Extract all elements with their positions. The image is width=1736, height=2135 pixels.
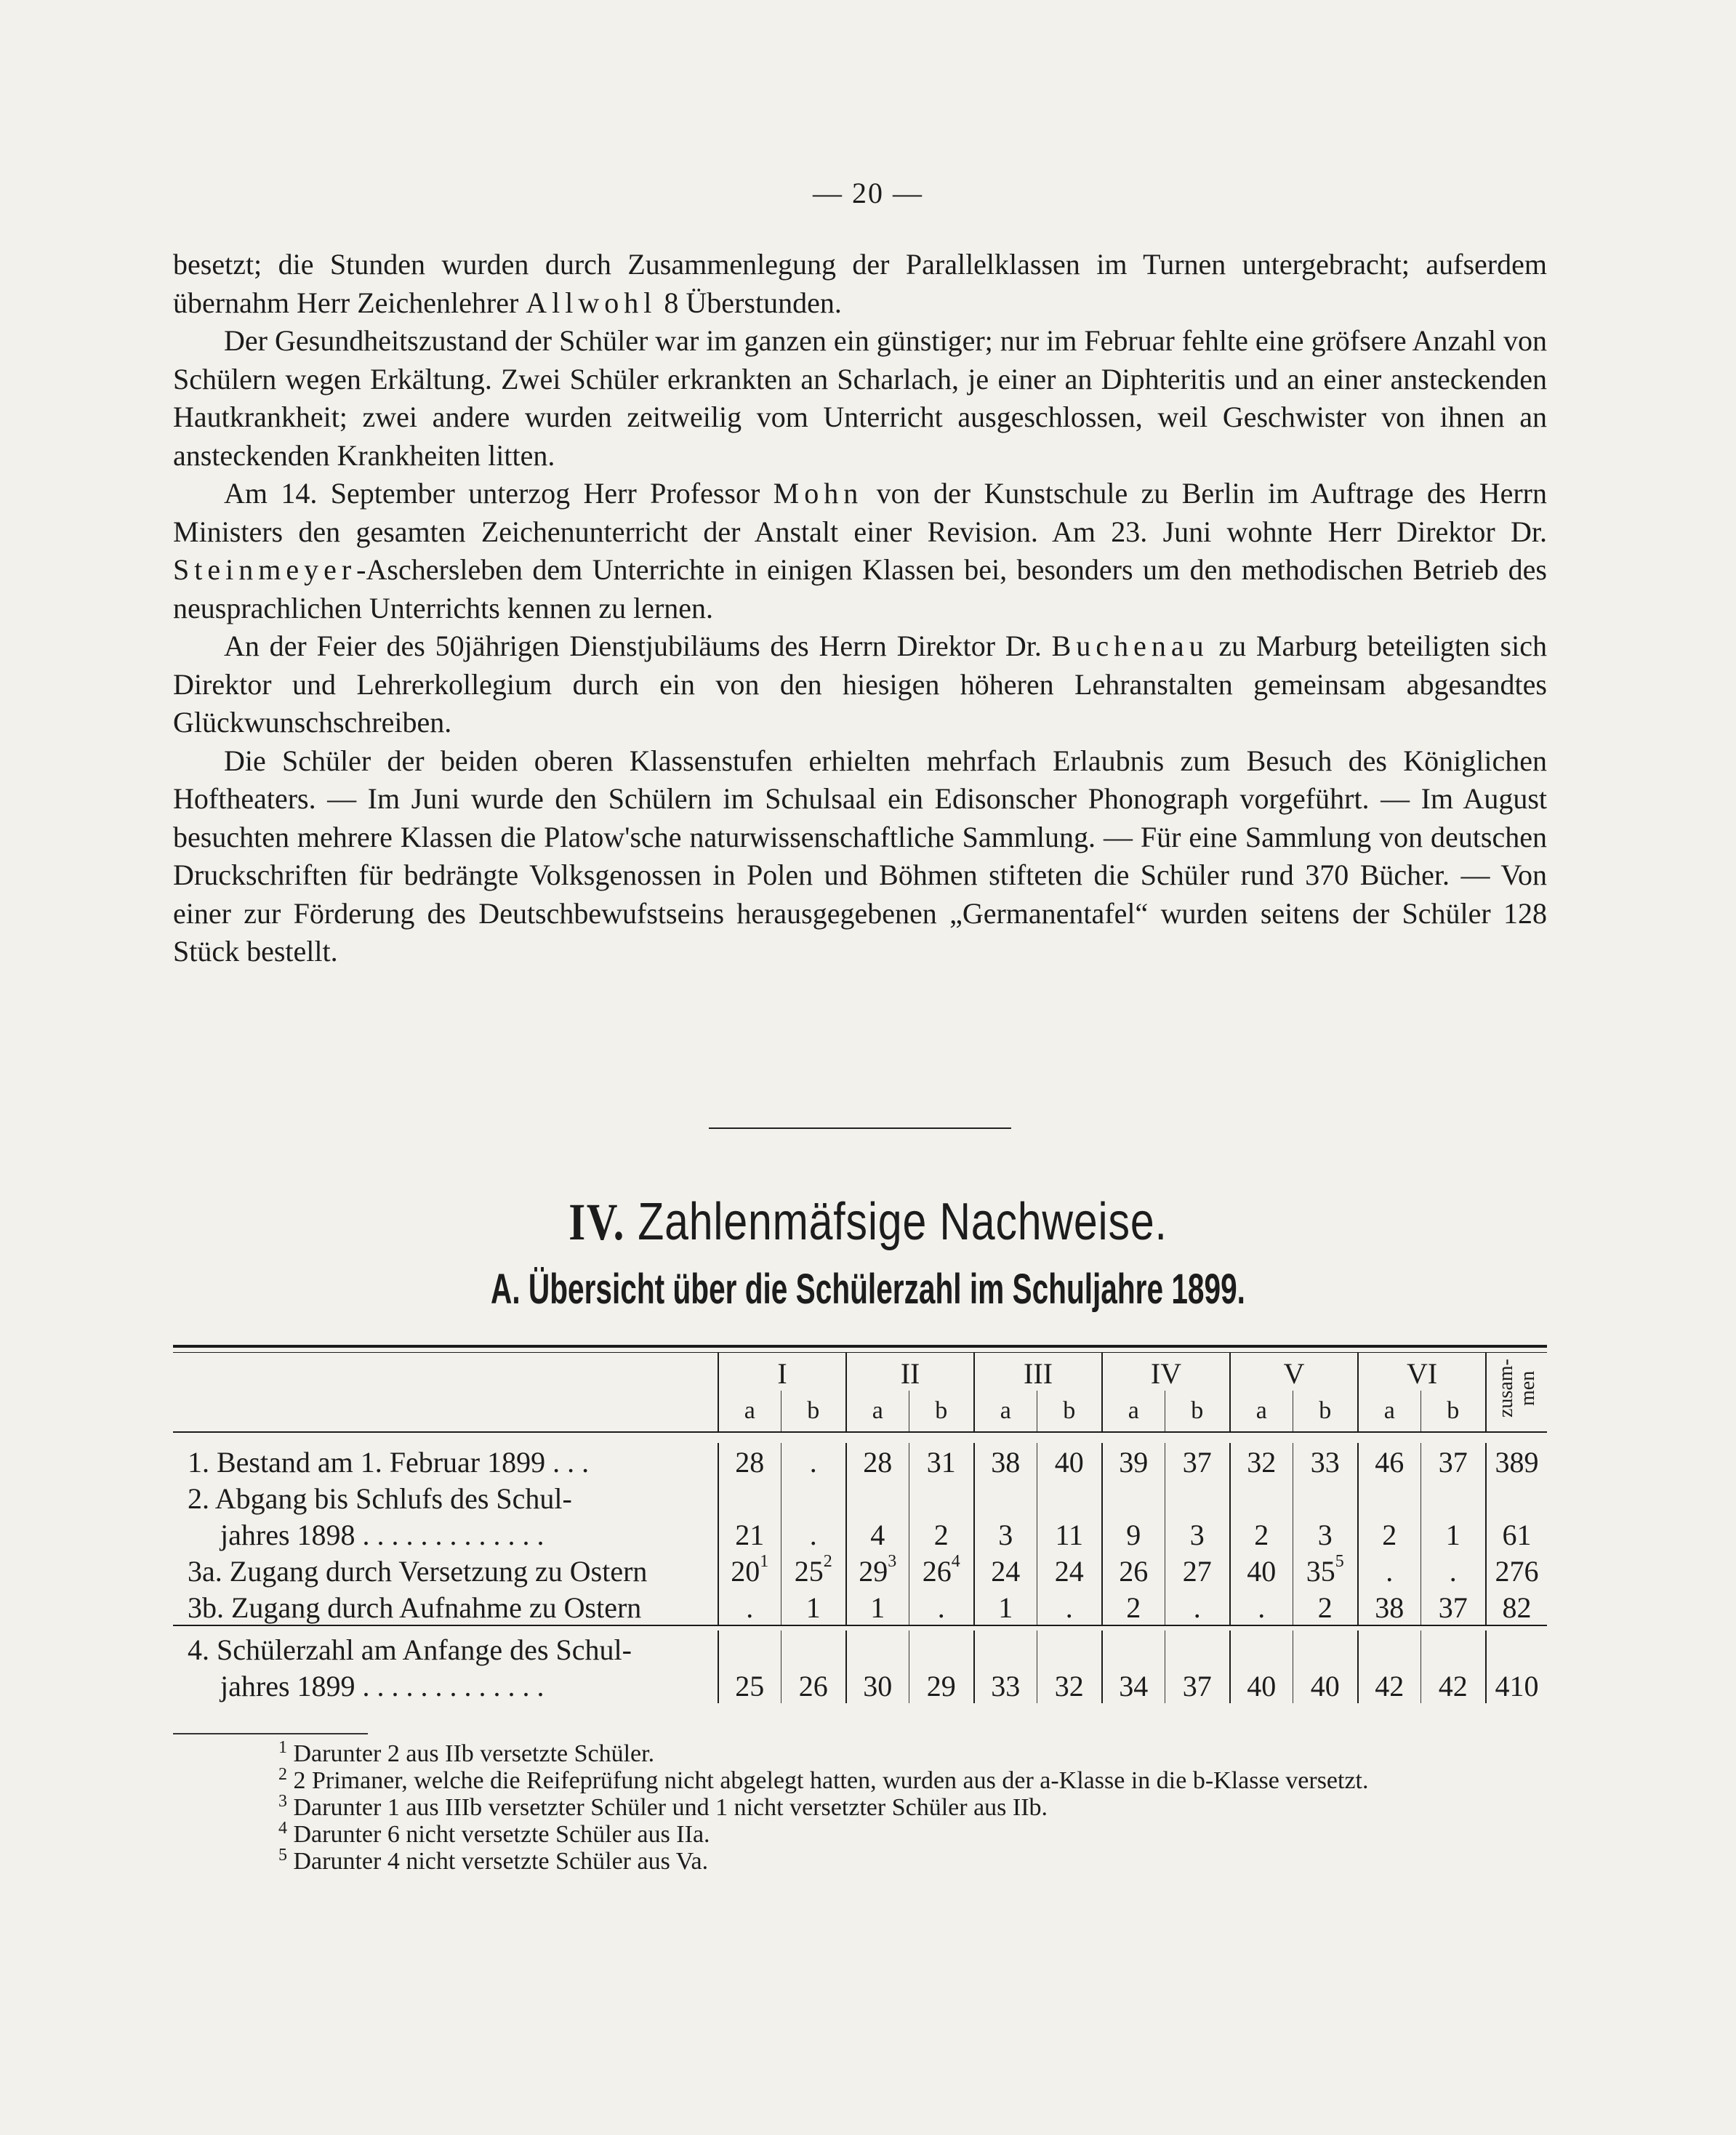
cell-value: 37 [1438,1446,1468,1479]
table-cell [781,1667,846,1703]
table-cell [1486,1667,1547,1703]
table-cell [1165,1588,1230,1625]
cell-spacer [909,1631,974,1667]
table-cell [1486,1552,1547,1588]
table-cell [718,1443,781,1479]
cell-value: . [809,1519,817,1551]
subclass-a: a [1102,1391,1165,1432]
cell-value: 35 [1306,1555,1335,1588]
table-cell [1102,1516,1165,1552]
cell-value: 46 [1375,1446,1405,1479]
cell-value: 61 [1502,1519,1532,1551]
footnote [173,1740,1547,1767]
cell-value: 276 [1495,1555,1539,1588]
table-cell [1358,1516,1420,1552]
cell-spacer [1230,1631,1293,1667]
subclass-b: b [1165,1391,1230,1432]
table-cell [909,1588,974,1625]
row-label: 2. Abgang bis Schlufs des Schul- [188,1482,572,1515]
cell-spacer [781,1631,846,1667]
table-cell [846,1516,909,1552]
class-header: I [718,1353,846,1391]
table-row [173,1588,1547,1625]
cell-value: 1 [1445,1519,1460,1551]
text-span: -Aschersleben dem Unterrichte in einigen Klassen bei, besonders um den methodischen Betrieb des neusprachlichen Unterrichts kennen zu lernen. [173,553,1547,624]
cell-value: 24 [991,1555,1021,1588]
cell-value: 2 [1254,1519,1269,1551]
body-text [173,246,1547,971]
cell-value: 3 [1317,1519,1333,1551]
table-cell [1037,1667,1102,1703]
cell-spacer [1293,1479,1358,1516]
footnotes [173,1740,1547,1875]
name-allwohl: Allwohl [526,286,657,319]
footnote-mark: 2 [278,1765,287,1784]
cell-spacer [1358,1631,1420,1667]
cell-value: . [1449,1555,1457,1588]
header-separator [173,1432,1547,1443]
cell-value: 26 [1119,1555,1149,1588]
cell-value: 37 [1182,1446,1212,1479]
cell-value: 26 [922,1555,952,1588]
cell-value: 2 [1382,1519,1397,1551]
footnote-ref: 5 [1335,1552,1344,1571]
table-cell [1293,1667,1358,1703]
table-cell [1358,1443,1420,1479]
table-row [173,1552,1547,1588]
table-cell [1037,1516,1102,1552]
cell-value: 1 [870,1591,885,1624]
student-count-table [173,1345,1547,1703]
table-cell [974,1516,1037,1552]
table-cell [718,1516,781,1552]
table-cell [1420,1588,1486,1625]
row-label-continued: jahres 1899 . . . . . . . . . . . . . [220,1670,544,1702]
footnote-text: Darunter 6 nicht versetzte Schüler aus IIa. [293,1821,710,1848]
cell-spacer [846,1631,909,1667]
table-cell [1102,1552,1165,1588]
table-cell [1420,1552,1486,1588]
row-label: 4. Schülerzahl am Anfange des Schul- [188,1633,632,1666]
subclass-b: b [909,1391,974,1432]
cell-value: 33 [991,1670,1021,1702]
cell-spacer [909,1479,974,1516]
text-span: von der Kunstschule zu Berlin im Auftrage des Herrn Ministers den gesamten Zeichenunterricht der Anstalt einer Revision. Am 23. Juni wohnte Herr Direktor Dr. [173,477,1547,548]
section-title [156,1192,1580,1253]
footnote-mark: 1 [278,1738,287,1757]
table-cell [974,1588,1037,1625]
subclass-b: b [781,1391,846,1432]
table-cell [718,1552,781,1588]
row-label: 3b. Zugang durch Aufnahme zu Ostern [188,1591,642,1624]
cell-value: . [809,1446,817,1479]
table-cell [1037,1552,1102,1588]
table-cell [718,1588,781,1625]
class-header: V [1230,1353,1358,1391]
cell-spacer [1486,1479,1547,1516]
cell-value: 40 [1247,1555,1277,1588]
cell-spacer [1102,1479,1165,1516]
cell-value: . [1065,1591,1073,1624]
cell-value: 40 [1310,1670,1340,1702]
table-row [173,1516,1547,1552]
header-blank [173,1391,718,1432]
table-cell [1102,1443,1165,1479]
section-number: IV. [568,1193,625,1251]
cell-value: 39 [1119,1446,1149,1479]
class-header: II [846,1353,974,1391]
footnote-ref: 4 [951,1552,960,1571]
cell-value: 38 [991,1446,1021,1479]
subclass-a: a [1230,1391,1293,1432]
table-cell [846,1667,909,1703]
subclass-a: a [1358,1391,1420,1432]
cell-value: 30 [863,1670,893,1702]
cell-spacer [718,1631,781,1667]
cell-spacer [1165,1479,1230,1516]
table-cell [1486,1588,1547,1625]
table-cell [974,1443,1037,1479]
cell-value: 4 [870,1519,885,1551]
table-cell [1165,1667,1230,1703]
subclass-a: a [718,1391,781,1432]
cell-value: 9 [1126,1519,1141,1551]
table-row [173,1667,1547,1703]
cell-value: 37 [1182,1670,1212,1702]
class-header: IV [1102,1353,1230,1391]
footnote-text: Darunter 4 nicht versetzte Schüler aus Va. [293,1848,709,1875]
cell-spacer [1486,1631,1547,1667]
footnote [173,1848,1547,1875]
name-steinmeyer: Steinmeyer [173,553,357,586]
table-cell [1230,1552,1293,1588]
cell-value: . [1386,1555,1394,1588]
total-header-text: zusam-men [1494,1359,1539,1418]
cell-value: 24 [1054,1555,1084,1588]
table-cell [974,1552,1037,1588]
cell-value: 1 [805,1591,821,1624]
table-cell [1358,1552,1420,1588]
table-cell [1358,1667,1420,1703]
cell-value: 40 [1247,1670,1277,1702]
text-span: zu Marburg beteiligten sich Direktor und Lehrerkollegium durch ein von den hiesigen höheren Lehranstalten gemeinsam abgesandtes Glückwunschschreiben. [173,630,1547,739]
row-label: 1. Bestand am 1. Februar 1899 . . . [188,1446,590,1479]
subclass-a: a [846,1391,909,1432]
table-cell [1420,1516,1486,1552]
cell-spacer [1293,1631,1358,1667]
table-cell [1230,1443,1293,1479]
cell-value: 31 [926,1446,956,1479]
table-cell [1102,1667,1165,1703]
name-mohn: Mohn [773,477,864,510]
cell-spacer [1165,1631,1230,1667]
subclass-a: a [974,1391,1037,1432]
paragraph [173,475,1547,627]
paragraph [173,322,1547,475]
cell-value: 3 [998,1519,1013,1551]
cell-spacer [1358,1479,1420,1516]
table-cell [974,1667,1037,1703]
table-cell [1230,1667,1293,1703]
table-row [173,1443,1547,1479]
table-top-rule [173,1345,1547,1348]
total-header [1486,1353,1547,1432]
paragraph [173,246,1547,322]
footnote-ref: 2 [823,1552,832,1571]
subclass-b: b [1420,1391,1486,1432]
cell-value: 32 [1247,1446,1277,1479]
table-cell [781,1443,846,1479]
cell-spacer [718,1479,781,1516]
table-cell [909,1443,974,1479]
cell-spacer [1420,1631,1486,1667]
cell-value: 29 [859,1555,888,1588]
cell-spacer [1420,1479,1486,1516]
cell-value: 42 [1438,1670,1468,1702]
cell-spacer [974,1479,1037,1516]
table-cell [846,1588,909,1625]
cell-value: 389 [1495,1446,1539,1479]
cell-value: . [937,1591,945,1624]
footnote-text: 2 Primaner, welche die Reifeprüfung nicht abgelegt hatten, wurden aus der a-Klasse in die b-Klasse versetzt. [293,1767,1369,1794]
footnote-text: Darunter 1 aus IIIb versetzter Schüler und 1 nicht versetzter Schüler aus IIb. [293,1794,1048,1821]
table-cell [781,1516,846,1552]
table-cell [1230,1588,1293,1625]
divider [709,1127,1011,1129]
cell-value: 28 [735,1446,765,1479]
subsection-title: A. Übersicht über die Schülerzahl im Schuljahre 1899. [491,1266,1245,1313]
row-separator [173,1625,1547,1631]
cell-value: 11 [1055,1519,1084,1551]
cell-spacer [1230,1479,1293,1516]
cell-value: 20 [731,1555,760,1588]
row-label-continued: jahres 1898 . . . . . . . . . . . . . [220,1519,544,1551]
cell-value: 29 [926,1670,956,1702]
cell-spacer [1037,1479,1102,1516]
cell-value: 21 [735,1519,765,1551]
subclass-b: b [1037,1391,1102,1432]
footnote-ref: 3 [888,1552,897,1571]
table-cell [781,1552,846,1588]
table-cell [1293,1443,1358,1479]
class-header: VI [1358,1353,1486,1391]
cell-spacer [846,1479,909,1516]
cell-value: 26 [798,1670,828,1702]
header-row-subclasses [173,1391,1547,1432]
cell-value: . [746,1591,754,1624]
footnote-mark: 4 [278,1819,287,1838]
cell-value: 34 [1119,1670,1149,1702]
footnote-rule [173,1733,368,1734]
row-label: 3a. Zugang durch Versetzung zu Ostern [188,1555,648,1588]
table-cell [909,1516,974,1552]
name-buchenau: Buchenau [1051,630,1209,662]
class-header: III [974,1353,1102,1391]
table-cell [846,1552,909,1588]
cell-value: 1 [998,1591,1013,1624]
cell-value: 33 [1310,1446,1340,1479]
cell-value: 25 [735,1670,765,1702]
cell-value: . [1193,1591,1201,1624]
table-cell [1037,1588,1102,1625]
page-number: — 20 — [813,177,923,209]
table-cell [1165,1443,1230,1479]
text-span: besetzt; die Stunden wurden durch Zusammenlegung der Parallelklassen im Turnen untergebracht; aufserdem übernahm Herr Zeichenlehrer [173,248,1547,319]
footnote-mark: 3 [278,1792,287,1811]
cell-value: 25 [794,1555,824,1588]
cell-spacer [974,1631,1037,1667]
cell-value: 3 [1189,1519,1205,1551]
text-span: An der Feier des 50jährigen Dienstjubiläums des Herrn Direktor Dr. [224,630,1052,662]
cell-value: 28 [863,1446,893,1479]
table-cell [1230,1516,1293,1552]
table-cell [1486,1443,1547,1479]
footnote [173,1794,1547,1821]
cell-spacer [1037,1631,1102,1667]
footnote [173,1821,1547,1848]
cell-value: 38 [1375,1591,1405,1624]
table-cell [1293,1516,1358,1552]
cell-value: 410 [1495,1670,1539,1702]
table-cell [1037,1443,1102,1479]
table-cell [1102,1588,1165,1625]
table-cell [846,1443,909,1479]
cell-value: 32 [1054,1670,1084,1702]
cell-value: 40 [1054,1446,1084,1479]
table-cell [718,1667,781,1703]
table-cell [1293,1588,1358,1625]
cell-value: . [1258,1591,1266,1624]
cell-value: 2 [1126,1591,1141,1624]
section-title-text: Zahlenmäfsige Nachweise. [638,1193,1168,1251]
table-cell [1420,1667,1486,1703]
paragraph [173,627,1547,742]
table-cell [909,1552,974,1588]
footnote-mark: 5 [278,1846,287,1865]
footnote [173,1767,1547,1794]
table-cell [909,1667,974,1703]
cell-value: 27 [1182,1555,1212,1588]
table-cell [1420,1443,1486,1479]
table-row-label [173,1479,1547,1516]
header-blank [173,1353,718,1391]
paragraph [173,742,1547,971]
header-row-classes [173,1353,1547,1391]
table-cell [1358,1588,1420,1625]
cell-value: 2 [933,1519,949,1551]
text-span: Der Gesundheitszustand der Schüler war im ganzen ein günstiger; nur im Februar fehlte eine gröfsere Anzahl von Schülern wegen Erkältung. Zwei Schüler erkrankten an Scharlach, je einer an Diphteritis und an einer ansteckenden Hautkrankheit; zwei andere wurden zeitweilig vom Unterricht ausgeschlossen, weil Geschwister von ihnen an ansteckenden Krankheiten litten. [173,324,1547,472]
table-cell [1293,1552,1358,1588]
cell-value: 42 [1375,1670,1405,1702]
stats-table [173,1353,1547,1703]
footnote-text: Darunter 2 aus IIb versetzte Schüler. [293,1740,655,1767]
text-span: Am 14. September unterzog Herr Professor [224,477,773,510]
cell-value: 37 [1438,1591,1468,1624]
subclass-b: b [1293,1391,1358,1432]
cell-value: 2 [1317,1591,1333,1624]
footnote-ref: 1 [760,1552,769,1571]
table-cell [1486,1516,1547,1552]
text-span: 8 Überstunden. [656,286,842,319]
cell-value: 82 [1502,1591,1532,1624]
cell-spacer [1102,1631,1165,1667]
table-cell [1165,1516,1230,1552]
cell-spacer [781,1479,846,1516]
table-row-label [173,1631,1547,1667]
table-cell [1165,1552,1230,1588]
table-cell [781,1588,846,1625]
text-span: Die Schüler der beiden oberen Klassenstufen erhielten mehrfach Erlaubnis zum Besuch des Königlichen Hoftheaters. — Im Juni wurde den Schülern im Schulsaal ein Edisonscher Phonograph vorgeführt. — Im August besuchten mehrere Klassen die Platow'sche naturwissenschaftliche Sammlung. — Für eine Sammlung von deutschen Druckschriften für bedrängte Volksgenossen in Polen und Böhmen stifteten die Schüler rund 370 Bücher. — Von einer zur Förderung des Deutschbewufstseins herausgegebenen „Germanentafel“ wurden seitens der Schüler 128 Stück bestellt. [173,744,1547,968]
